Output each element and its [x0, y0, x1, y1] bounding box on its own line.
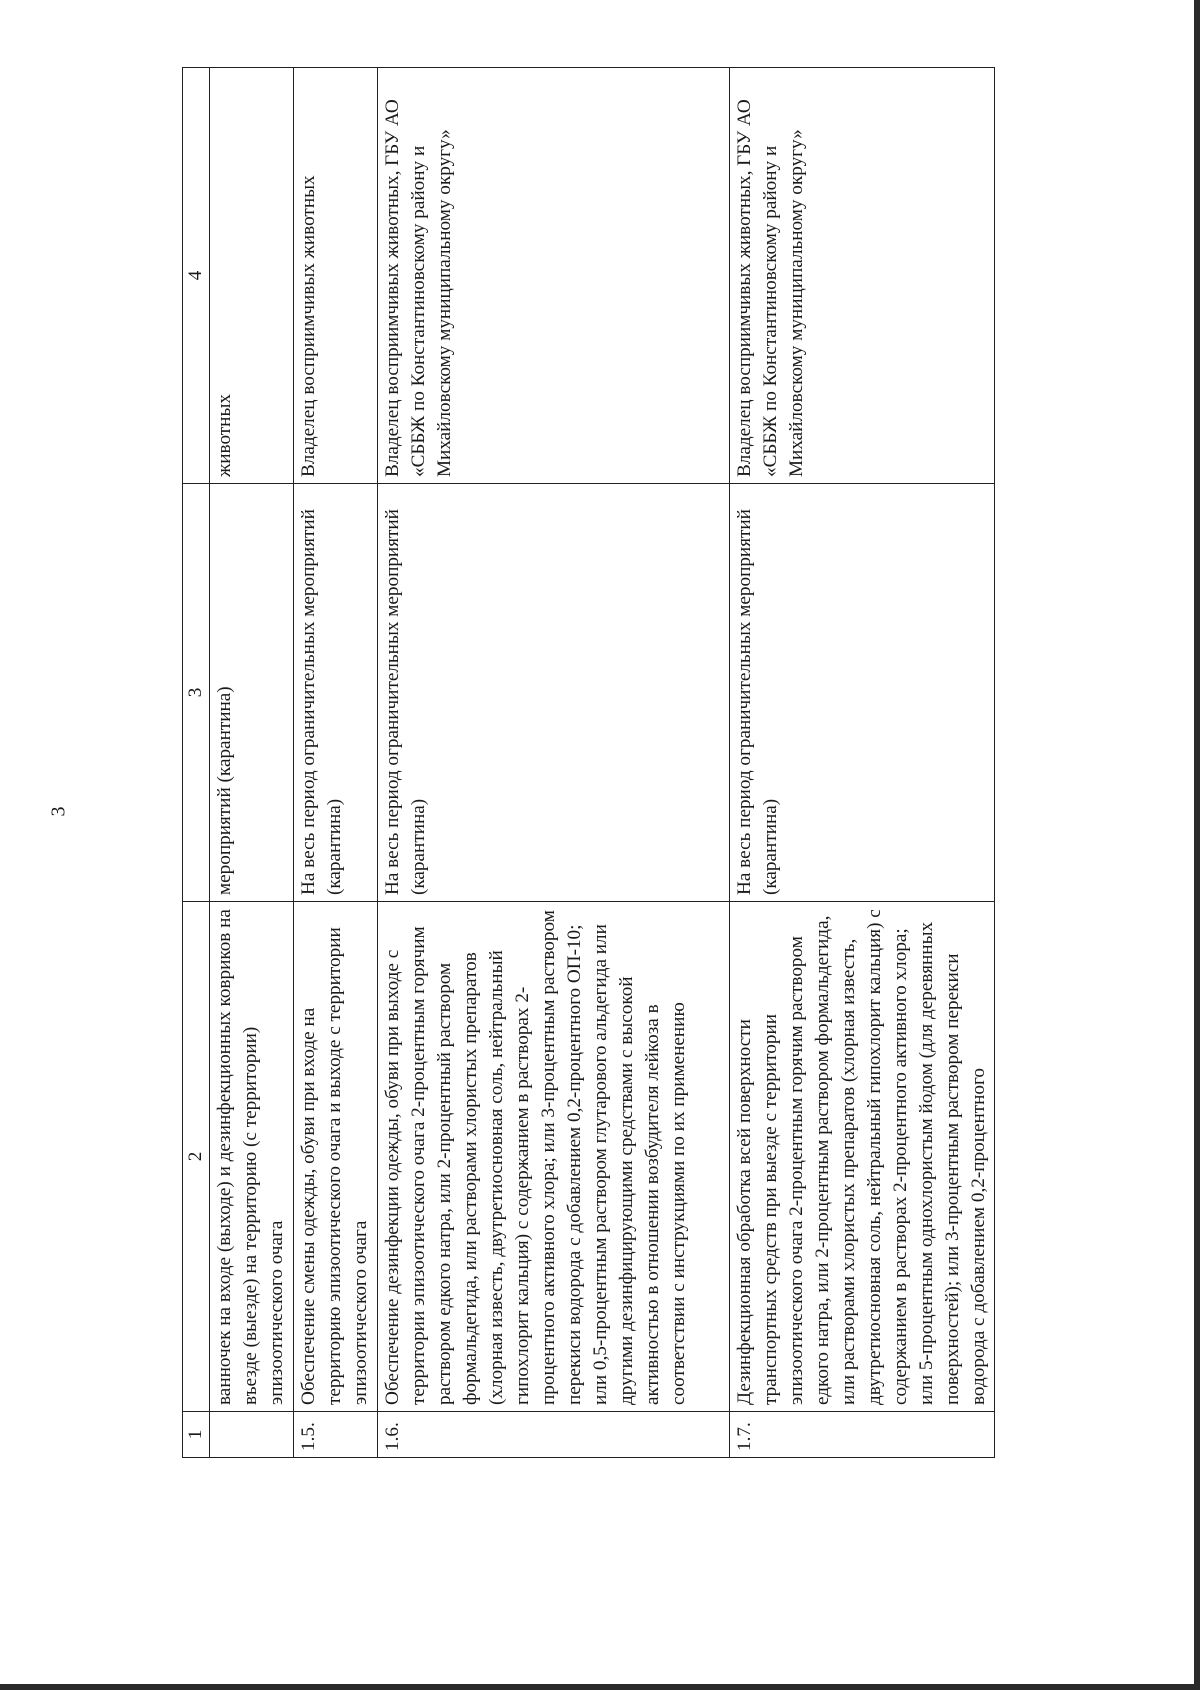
- row-number: [210, 1412, 294, 1458]
- row-number: 1.6.: [378, 1412, 730, 1458]
- measure-cell: Обеспечение смены одежды, обуви при входе на территорию эпизоотического очага и выходе с территории эпизоотического очага: [294, 902, 378, 1412]
- header-col-4: 4: [183, 68, 210, 484]
- responsible-cell: Владелец восприимчивых животных, ГБУ АО «СББЖ по Константиновскому району и Михайловскому муниципальному округу»: [730, 68, 995, 484]
- table-row: [378, 68, 730, 1458]
- row-number: 1.7.: [730, 1412, 995, 1458]
- measure-cell: Обеспечение дезинфекции одежды, обуви при выходе с территории эпизоотического очага 2-процентным горячим раствором едкого натра, или 2-процентный раствором формальдегида, или растворами хлористых препаратов (хлорная известь, двутретиосновная соль, нейтральный гипохлорит кальция) с содержанием в растворах 2-процентного активного хлора; или 3-процентным раствором перекиси водорода с добавлением 0,2-процентного ОП-10; или 0,5-процентным раствором глутарового альдегида или другими дезинфицирующими средствами с высокой активностью в отношении возбудителя лейкоза в соответствии с инструкциями по их применению: [378, 902, 730, 1412]
- row-number: 1.5.: [294, 1412, 378, 1458]
- table-row: [730, 68, 995, 1458]
- period-cell: На весь период ограничительных мероприятий (карантина): [730, 484, 995, 902]
- header-col-3: 3: [183, 484, 210, 902]
- measures-table: [182, 67, 995, 1458]
- period-cell: На весь период ограничительных мероприятий (карантина): [378, 484, 730, 902]
- responsible-cell: животных: [210, 68, 294, 484]
- table-row: [294, 68, 378, 1458]
- table-header-row: [183, 68, 210, 1458]
- table-row: [210, 68, 294, 1458]
- page-number: 3: [47, 806, 70, 817]
- rotated-table-container: [182, 68, 989, 1458]
- page-edge-right: [1194, 0, 1200, 1690]
- responsible-cell: Владелец восприимчивых животных: [294, 68, 378, 484]
- page-edge-bottom: [0, 1684, 1200, 1690]
- header-col-1: 1: [183, 1412, 210, 1458]
- responsible-cell: Владелец восприимчивых животных, ГБУ АО «СББЖ по Константиновскому району и Михайловскому муниципальному округу»: [378, 68, 730, 484]
- measure-cell: Дезинфекционная обработка всей поверхности транспортных средств при выезде с территории эпизоотического очага 2-процентным горячим раствором едкого натра, или 2-процентным раствором формальдегида, или растворами хлористых препаратов (хлорная известь, двутретиосновная соль, нейтральный гипохлорит кальция) с содержанием в растворах 2-процентного активного хлора; или 5-процентным однохлористым йодом (для деревянных поверхностей); или 3-процентным раствором перекиси водорода с добавлением 0,2-процентного: [730, 902, 995, 1412]
- period-cell: На весь период ограничительных мероприятий (карантина): [294, 484, 378, 902]
- measure-cell: ванночек на входе (выходе) и дезинфекционных ковриков на въезде (выезде) на территорию (с территории) эпизоотического очага: [210, 902, 294, 1412]
- period-cell: мероприятий (карантина): [210, 484, 294, 902]
- header-col-2: 2: [183, 902, 210, 1412]
